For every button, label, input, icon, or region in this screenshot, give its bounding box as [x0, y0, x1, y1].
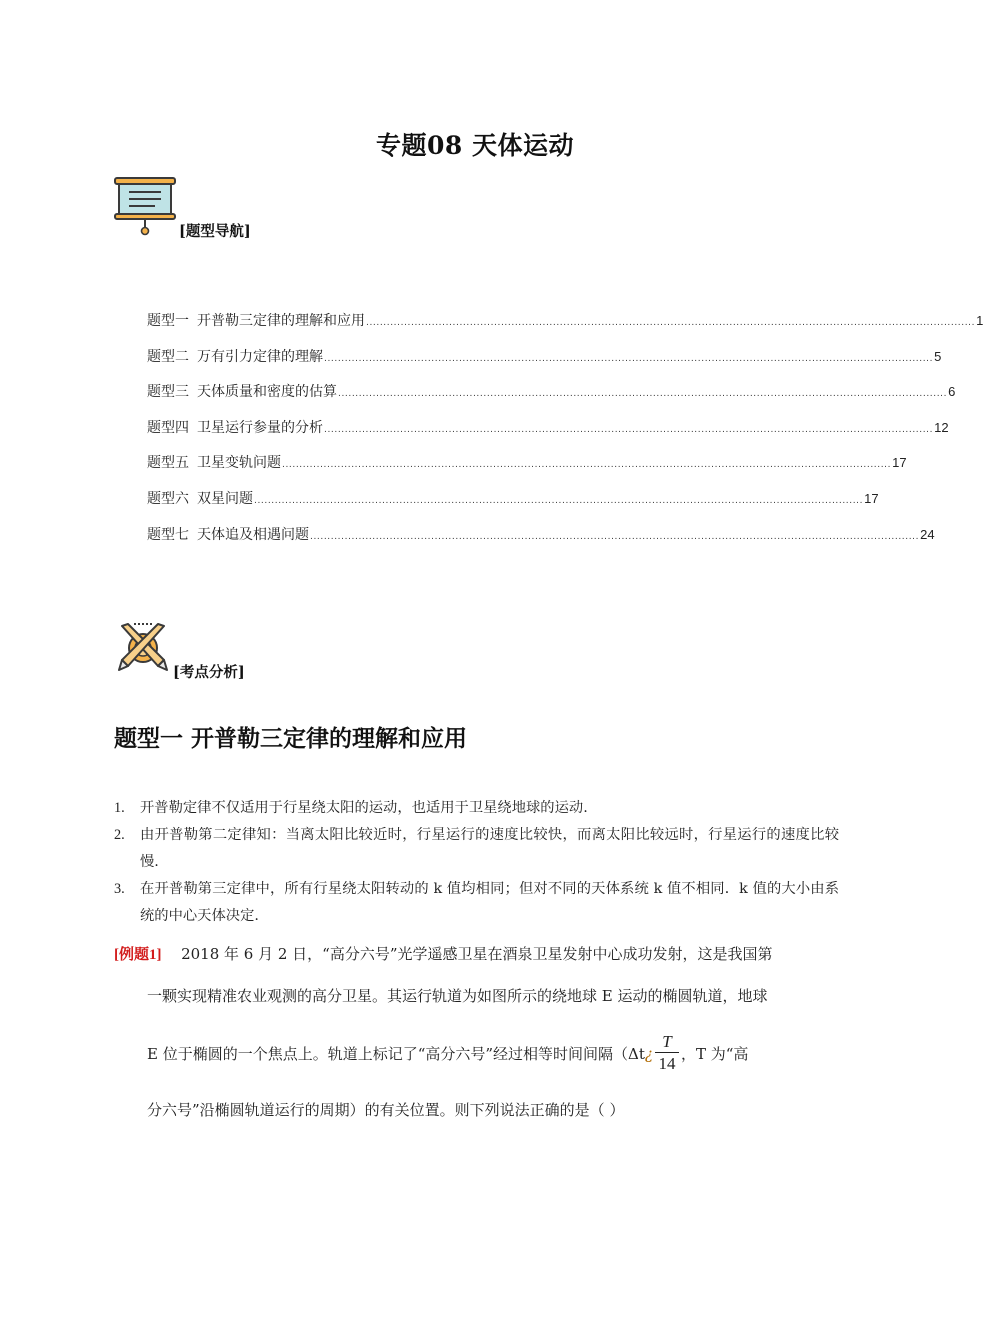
toc-page: 1 [976, 313, 983, 328]
toc-page: 12 [934, 419, 949, 435]
toc-item[interactable] [147, 310, 983, 346]
toc-label: 题型四 [147, 419, 189, 436]
key-points [114, 795, 839, 930]
toc-leader: ................................................................................................................................................................................ [324, 424, 934, 435]
toc-leader: ................................................................................................................................................................................ [310, 531, 920, 542]
point-text: 由开普勒第二定律知：当离太阳比较近时，行星运行的速度比较快，而离太阳比较远时，行星运行的速度比较慢. [140, 827, 839, 870]
toc-page: 5 [934, 348, 942, 364]
toc-leader: ................................................................................................................................................................................ [324, 353, 934, 364]
toc-label: 题型七 [147, 526, 189, 543]
page-title: 专题08 天体运动 [376, 131, 574, 160]
point-text: 开普勒定律不仅适用于行星绕太阳的运动，也适用于卫星绕地球的运动. [140, 800, 588, 816]
key-point [114, 822, 839, 876]
example-text-line: 2018 年 6 月 2 日，“高分六号”光学遥感卫星在酒泉卫星发射中心成功发射，这是我国第 [181, 945, 773, 963]
example-text-line: 一颗实现精准农业观测的高分卫星。其运行轨道为如图所示的绕地球 E 运动的椭圆轨道，地球 [147, 987, 768, 1005]
toc-item[interactable] [147, 381, 956, 417]
point-number: 2. [114, 827, 125, 843]
toc-label: 题型三 [147, 384, 189, 401]
toc-leader: ................................................................................................................................................................................ [338, 389, 948, 400]
toc-item[interactable] [147, 346, 942, 382]
nav-label: [题型导航] [179, 223, 251, 240]
toc-title: 开普勒三定律的理解和应用 [197, 313, 365, 329]
toc-title: 天体质量和密度的估算 [197, 384, 337, 401]
toc-title: 万有引力定律的理解 [197, 348, 323, 365]
toc-item[interactable] [147, 524, 935, 560]
toc-label: 题型一 [147, 313, 189, 329]
example-tag: [例题1] [114, 947, 162, 963]
toc-item[interactable] [147, 452, 907, 488]
toc-item[interactable] [147, 488, 879, 524]
toc-title: 卫星运行参量的分析 [197, 419, 323, 436]
toc-leader: ................................................................................................................................................................................ [254, 495, 864, 506]
fraction-numerator: T [662, 1032, 672, 1051]
example-text-line: E 位于椭圆的一个焦点上。轨道上标记了“高分六号”经过相等时间间隔（Δt [147, 1045, 645, 1063]
toc-title: 卫星变轨问题 [197, 455, 281, 472]
presentation-board-icon [113, 176, 177, 242]
toc-title: 双星问题 [197, 490, 253, 507]
fraction-denominator: 14 [658, 1054, 676, 1073]
toc-title: 天体追及相遇问题 [197, 526, 309, 543]
analysis-label: [考点分析] [173, 664, 245, 681]
toc-leader: ................................................................................................................................................................................ [366, 318, 976, 328]
section-heading: 题型一 开普勒三定律的理解和应用 [114, 725, 468, 752]
toc-page: 17 [864, 490, 879, 506]
garbled-glyph: ¿ [644, 1044, 653, 1063]
key-point [114, 795, 839, 822]
toc-page: 6 [948, 384, 956, 400]
toc-label: 题型五 [147, 455, 189, 472]
toc-page: 17 [892, 455, 907, 471]
example-text-line: ，T 为“高 [680, 1045, 749, 1063]
toc-leader: ................................................................................................................................................................................ [282, 460, 892, 471]
example-text-line: 分六号”沿椭圆轨道运行的周期）的有关位置。则下列说法正确的是（ ） [147, 1101, 625, 1119]
point-number: 3. [114, 881, 125, 897]
toc-label: 题型六 [147, 490, 189, 507]
crossed-pencils-icon [116, 620, 170, 678]
point-number: 1. [114, 800, 125, 816]
point-text: 在开普勒第三定律中，所有行星绕太阳转动的 k 值均相同；但对不同的天体系统 k 值不相同．k 值的大小由系统的中心天体决定. [140, 881, 839, 924]
key-point [114, 876, 839, 930]
toc-item[interactable] [147, 417, 949, 453]
table-of-contents [147, 310, 983, 559]
toc-label: 题型二 [147, 348, 189, 365]
fraction [655, 1032, 679, 1075]
toc-page: 24 [920, 526, 935, 542]
